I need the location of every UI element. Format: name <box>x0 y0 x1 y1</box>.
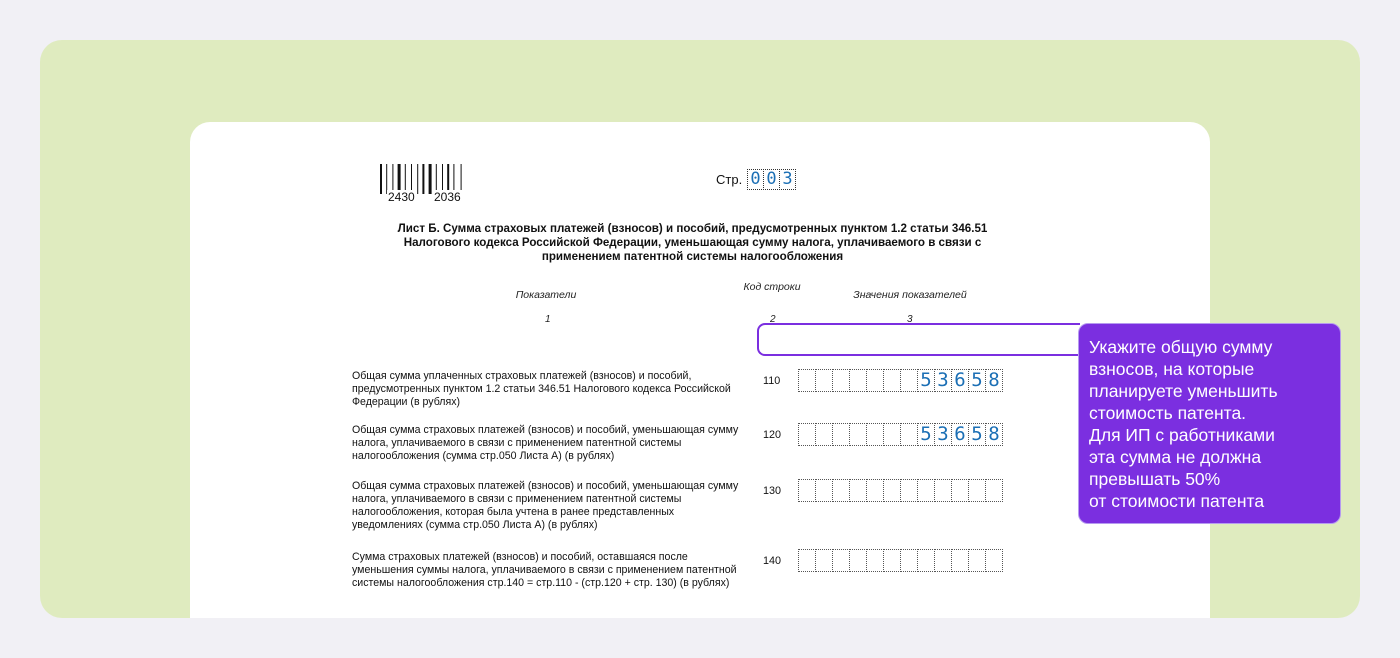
digit-cell[interactable]: 5 <box>917 369 935 392</box>
sheet-title: Лист Б. Сумма страховых платежей (взносов) и пособий, предусмотренных пунктом 1.2 статьи 346.51 Налогового кодекса Российской Федерации, уменьшающая сумму налога, уплачиваемого в связи с применением патентной системы налогообложения <box>397 222 988 263</box>
digit-cell[interactable] <box>917 479 935 502</box>
digit-cell[interactable] <box>900 479 918 502</box>
digit-cell[interactable] <box>883 479 901 502</box>
digit-cell[interactable] <box>815 479 833 502</box>
digit-cell[interactable]: 3 <box>934 423 952 446</box>
digit-cell[interactable]: 5 <box>968 423 986 446</box>
value-cells-130 <box>798 479 1002 502</box>
digit-cell[interactable] <box>968 549 986 572</box>
digit-cell[interactable] <box>798 479 816 502</box>
value-cells-120 <box>798 423 1002 446</box>
digit-cell[interactable] <box>849 549 867 572</box>
digit-cell[interactable] <box>900 423 918 446</box>
barcode-bar <box>380 164 382 194</box>
digit-cell[interactable] <box>815 423 833 446</box>
digit-cell[interactable] <box>951 549 969 572</box>
digit-cell[interactable] <box>866 479 884 502</box>
row-description-110: Общая сумма уплаченных страховых платежей (взносов) и пособий, предусмотренных пунктом 1.2 статьи 346.51 Налогового кодекса Российской Федерации (в рублях) <box>352 370 731 408</box>
page-digit-cell[interactable]: 0 <box>763 169 780 190</box>
column-number: 3 <box>907 314 913 325</box>
digit-cell[interactable] <box>815 369 833 392</box>
page-digit-cell[interactable]: 0 <box>747 169 764 190</box>
barcode-bar <box>429 164 432 194</box>
digit-cell[interactable]: 5 <box>917 423 935 446</box>
digit-cell[interactable]: 3 <box>934 369 952 392</box>
page-label: Стр. <box>716 172 743 187</box>
digit-cell[interactable] <box>900 549 918 572</box>
tax-form-sheet <box>190 122 1210 618</box>
column-header-line-code: Код строки <box>743 281 801 293</box>
column-header-indicators: Показатели <box>515 289 577 301</box>
digit-cell[interactable] <box>951 479 969 502</box>
digit-cell[interactable] <box>849 423 867 446</box>
digit-cell[interactable] <box>883 369 901 392</box>
row-description-140: Сумма страховых платежей (взносов) и пособий, оставшаяся после уменьшения суммы налога, уплачиваемого в связи с применением патентной системы налогообложения стр.140 = стр.110 - (стр.120 + стр. 130) (в рублях) <box>352 551 737 589</box>
digit-cell[interactable] <box>798 549 816 572</box>
digit-cell[interactable] <box>832 423 850 446</box>
digit-cell[interactable]: 6 <box>951 369 969 392</box>
column-header-values: Значения показателей <box>853 289 967 301</box>
digit-cell[interactable] <box>934 479 952 502</box>
digit-cell[interactable] <box>849 479 867 502</box>
digit-cell[interactable] <box>798 423 816 446</box>
page-number-cells <box>747 169 795 190</box>
barcode-number-right: 2036 <box>434 190 461 204</box>
row-description-120: Общая сумма страховых платежей (взносов) и пособий, уменьшающая сумму налога, уплачиваемого в связи с применением патентной системы налогообложения (сумма стр.050 Листа А) (в рублях) <box>352 424 739 462</box>
digit-cell[interactable]: 5 <box>968 369 986 392</box>
barcode-bar <box>422 164 424 194</box>
digit-cell[interactable] <box>832 369 850 392</box>
digit-cell[interactable] <box>900 369 918 392</box>
digit-cell[interactable] <box>883 549 901 572</box>
row-code-120: 120 <box>763 429 782 441</box>
digit-cell[interactable] <box>934 549 952 572</box>
digit-cell[interactable]: 8 <box>985 423 1003 446</box>
column-number: 1 <box>545 314 551 325</box>
page-digit-cell[interactable]: 3 <box>779 169 796 190</box>
digit-cell[interactable] <box>968 479 986 502</box>
value-cells-110 <box>798 369 1002 392</box>
digit-cell[interactable] <box>866 549 884 572</box>
digit-cell[interactable] <box>798 369 816 392</box>
digit-cell[interactable]: 8 <box>985 369 1003 392</box>
digit-cell[interactable] <box>832 549 850 572</box>
row-code-110: 110 <box>763 375 781 387</box>
value-cells-140 <box>798 549 1002 572</box>
barcode-bar <box>417 164 418 194</box>
row-code-140: 140 <box>763 555 782 567</box>
row-110-highlight <box>757 323 1080 356</box>
digit-cell[interactable] <box>815 549 833 572</box>
digit-cell[interactable]: 6 <box>951 423 969 446</box>
digit-cell[interactable] <box>866 369 884 392</box>
column-number: 2 <box>770 314 776 325</box>
digit-cell[interactable] <box>985 549 1003 572</box>
digit-cell[interactable] <box>832 479 850 502</box>
digit-cell[interactable] <box>917 549 935 572</box>
barcode-number-left: 2430 <box>388 190 415 204</box>
barcode <box>380 164 480 206</box>
digit-cell[interactable] <box>883 423 901 446</box>
row-code-130: 130 <box>763 485 782 497</box>
digit-cell[interactable] <box>985 479 1003 502</box>
digit-cell[interactable] <box>849 369 867 392</box>
digit-cell[interactable] <box>866 423 884 446</box>
hint-callout: Укажите общую сумму взносов, на которые планируете уменьшить стоимость патента. Для ИП с работниками эта сумма не должна превышать 50% от стоимости патента <box>1078 323 1341 524</box>
row-description-130: Общая сумма страховых платежей (взносов) и пособий, уменьшающая сумму налога, уплачиваемого в связи с применением патентной системы налогообложения, которая была учтена в ранее представленных уведомлениях (сумма стр.050 Листа А) (в рублях) <box>352 480 739 531</box>
